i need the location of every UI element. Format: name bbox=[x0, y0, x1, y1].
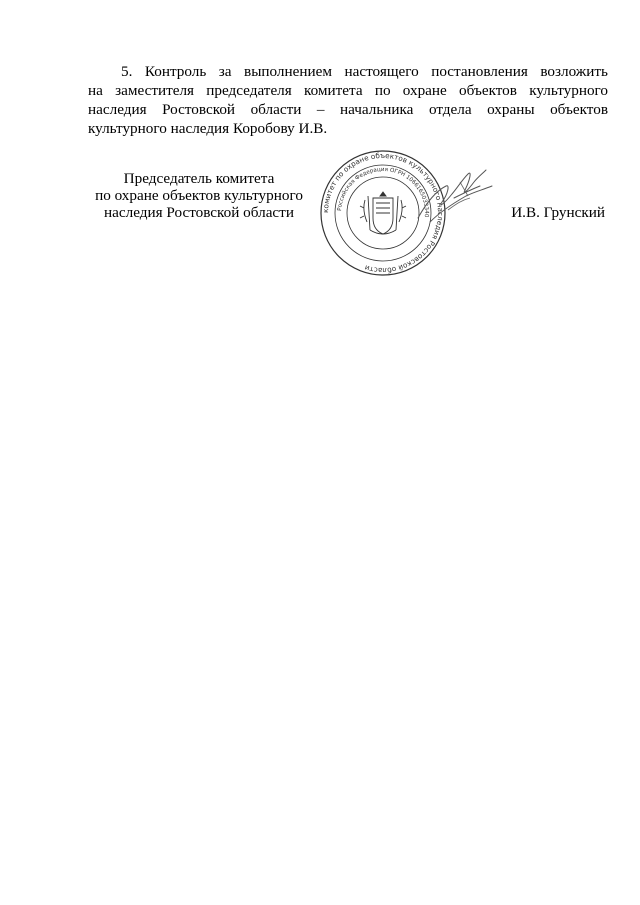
signer-title bbox=[68, 170, 330, 221]
signer-title-line: по охране объектов культурного bbox=[95, 187, 303, 204]
paragraph-line: наследия Ростовской области – начальника отдела охраны объектов bbox=[88, 101, 608, 118]
seal-inner-text: Российская Федерация ОГРН 1066165033340 bbox=[337, 166, 430, 218]
paragraph-item-5 bbox=[88, 62, 608, 138]
seal-outer-text: комитет по охране объектов культурного наследия Ростовской области bbox=[320, 150, 446, 276]
paragraph-line: на заместителя председателя комитета по охране объектов культурного bbox=[88, 82, 608, 99]
paragraph-line: культурного наследия Коробову И.В. bbox=[88, 120, 328, 137]
signer-title-line: наследия Ростовской области bbox=[104, 204, 294, 221]
coat-of-arms-icon bbox=[360, 192, 406, 234]
signer-name: И.В. Грунский bbox=[511, 204, 605, 221]
paragraph-line: 5. Контроль за выполнением настоящего постановления возложить bbox=[121, 63, 608, 80]
handwritten-signature bbox=[410, 160, 505, 230]
signer-title-line: Председатель комитета bbox=[123, 170, 275, 187]
